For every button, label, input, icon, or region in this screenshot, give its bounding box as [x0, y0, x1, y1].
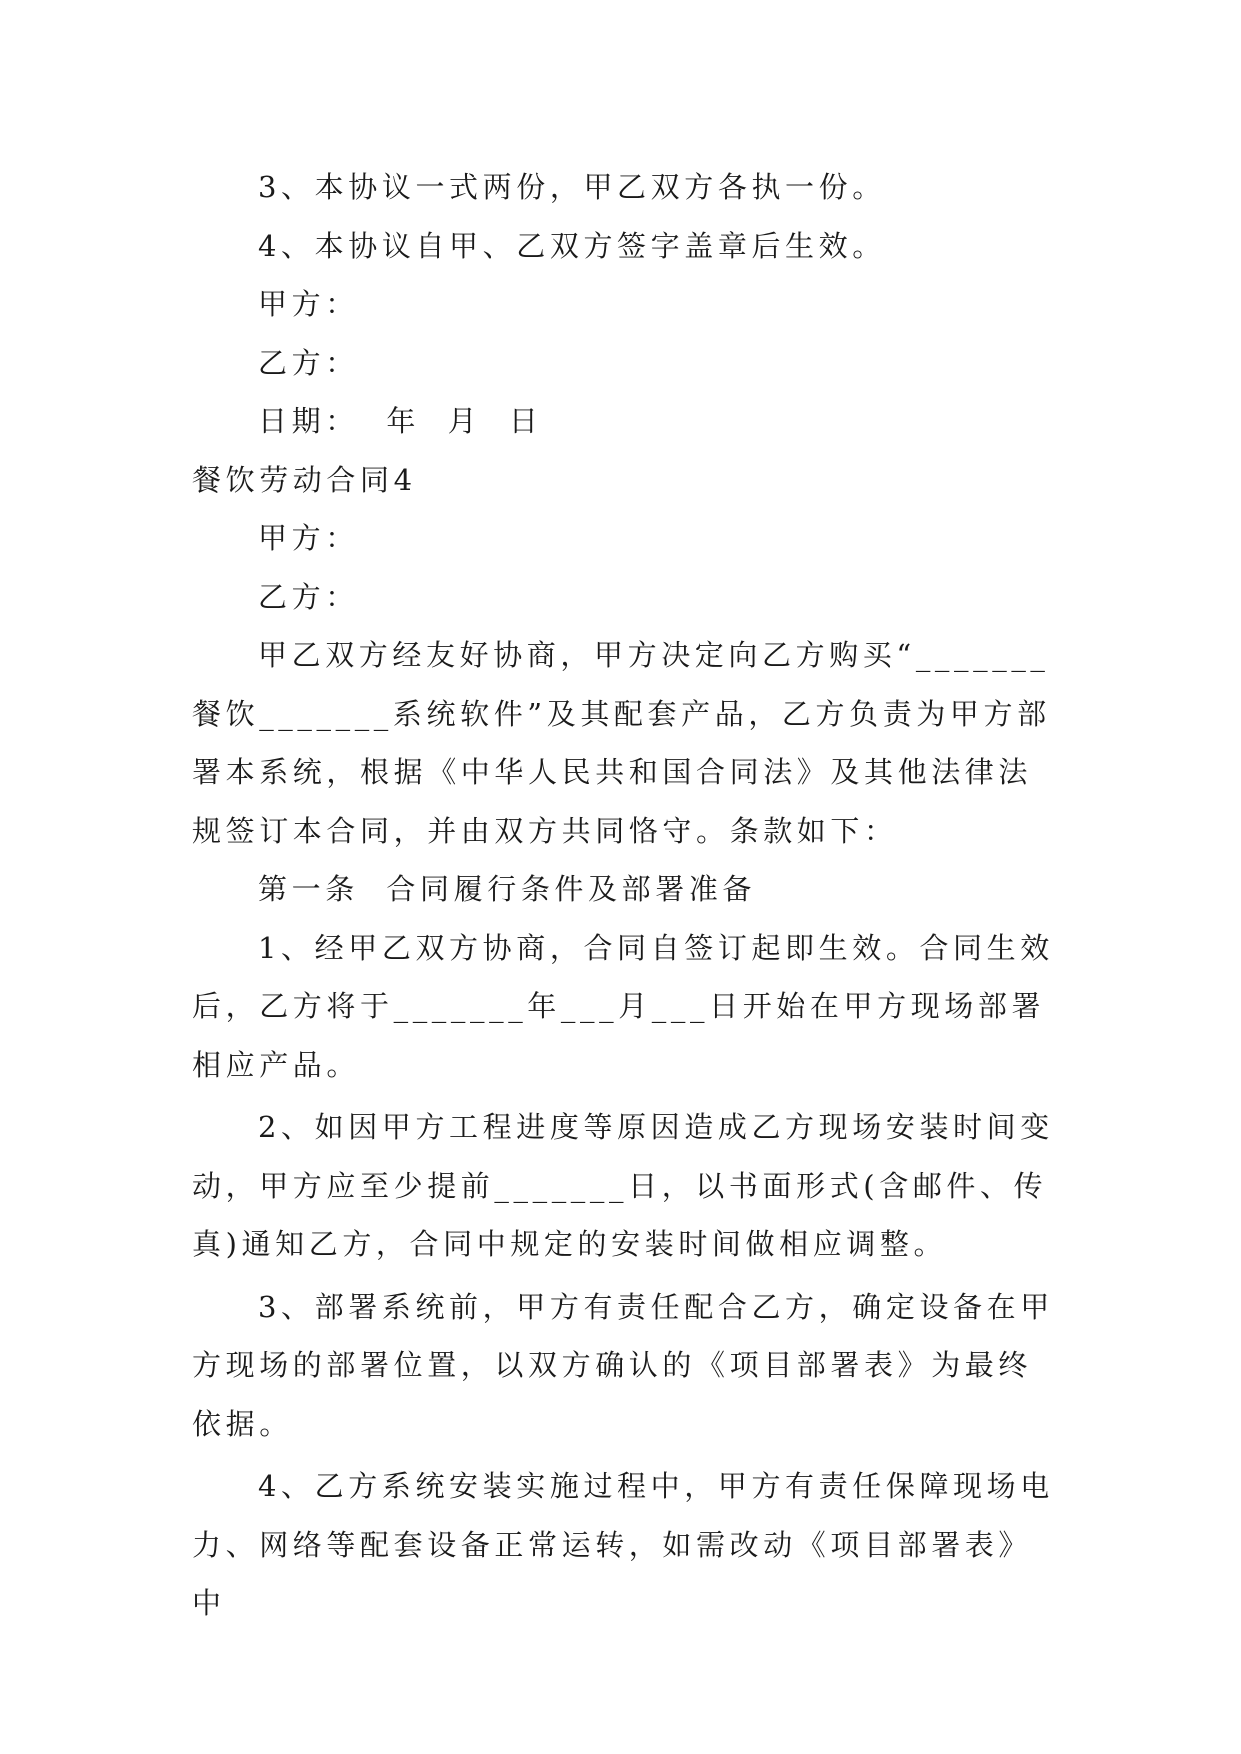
article-1-item-2: 2、如因甲方工程进度等原因造成乙方现场安装时间变动，甲方应至少提前_______日，以书面形式(含邮件、传真)通知乙方，合同中规定的安装时间做相应调整。	[192, 1110, 1054, 1261]
preamble-paragraph: 甲乙双方经友好协商，甲方决定向乙方购买“_______餐饮_______系统软件”及其配套产品，乙方负责为甲方部署本系统，根据《中华人民共和国合同法》及其他法律法规签订本合同，并由双方共同恪守。条款如下：	[192, 638, 1051, 848]
party-a-line-2: 甲方：	[258, 521, 359, 555]
date-line: 日期： 年 月 日	[258, 404, 543, 438]
article-1-item-3: 3、部署系统前，甲方有责任配合乙方，确定设备在甲方现场的部署位置，以双方确认的《项目部署表》为最终依据。	[192, 1289, 1054, 1441]
party-b-line-2: 乙方：	[258, 579, 359, 614]
article-1-item-4: 4、乙方系统安装实施过程中，甲方有责任保障现场电力、网络等配套设备正常运转，如需改动《项目部署表》中	[192, 1469, 1054, 1620]
document-body	[192, 158, 1057, 1633]
article-1-item-1: 1、经甲乙双方协商，合同自签订起即生效。合同生效后，乙方将于_______年___月___日开始在甲方现场部署相应产品。	[192, 930, 1054, 1082]
party-a-line: 甲方：	[258, 287, 359, 321]
article-1-heading: 第一条 合同履行条件及部署准备	[258, 872, 757, 906]
party-b-line: 乙方：	[258, 345, 359, 380]
contract-title: 餐饮劳动合同4	[192, 462, 417, 497]
clause-4: 4、本协议自甲、乙双方签字盖章后生效。	[258, 228, 886, 263]
clause-3: 3、本协议一式两份，甲乙双方各执一份。	[258, 170, 886, 204]
